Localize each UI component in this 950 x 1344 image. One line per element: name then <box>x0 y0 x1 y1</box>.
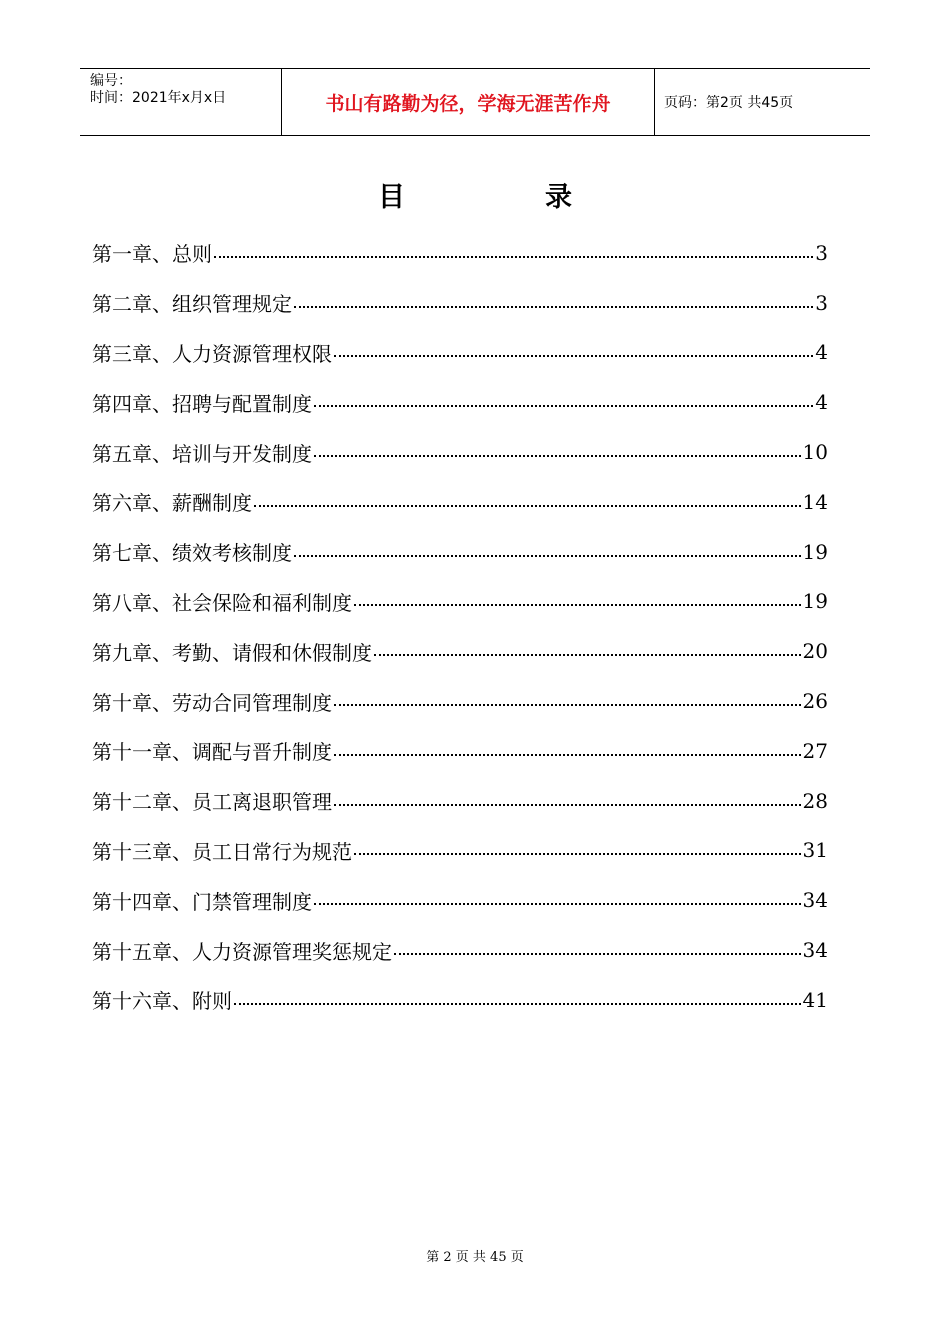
toc-item-page: 10 <box>802 440 828 465</box>
toc-item[interactable] <box>92 826 828 876</box>
toc-item[interactable] <box>92 726 828 776</box>
toc-leader-dots <box>234 1003 801 1005</box>
toc-item[interactable] <box>92 377 828 427</box>
toc-item-label: 第五章、培训与开发制度 <box>92 441 312 466</box>
toc-item-label: 第七章、绩效考核制度 <box>92 541 292 566</box>
toc-item-label: 第三章、人力资源管理权限 <box>92 341 332 366</box>
toc-item[interactable] <box>92 328 828 378</box>
toc-item[interactable] <box>92 427 828 477</box>
toc-leader-dots <box>314 405 813 407</box>
toc-item-page: 27 <box>802 738 828 763</box>
toc-item[interactable] <box>92 875 828 925</box>
toc-item-label: 第九章、考勤、请假和休假制度 <box>92 640 372 665</box>
toc-item-label: 第十五章、人力资源管理奖惩规定 <box>92 939 392 964</box>
toc-leader-dots <box>354 604 801 606</box>
toc-item-page: 34 <box>802 938 828 963</box>
toc-item-page: 14 <box>802 489 828 514</box>
toc-item[interactable] <box>92 626 828 676</box>
header-page-info: 页码：第2页 共45页 <box>664 95 794 111</box>
toc-item[interactable] <box>92 676 828 726</box>
page-header <box>80 68 870 136</box>
toc-leader-dots <box>314 455 801 457</box>
toc-leader-dots <box>394 953 801 955</box>
header-motto: 书山有路勤为径，学海无涯苦作舟 <box>282 69 655 135</box>
document-number-label: 编号： <box>90 73 132 89</box>
toc-item-page: 3 <box>815 290 828 315</box>
toc-item-page: 34 <box>802 888 828 913</box>
toc-item[interactable] <box>92 776 828 826</box>
toc-item-label: 第十六章、附则 <box>92 989 232 1014</box>
toc-leader-dots <box>334 355 813 357</box>
toc-leader-dots <box>214 256 813 258</box>
toc-item[interactable] <box>92 278 828 328</box>
toc-item-label: 第十章、劳动合同管理制度 <box>92 690 332 715</box>
toc-leader-dots <box>354 853 801 855</box>
toc-leader-dots <box>374 654 801 656</box>
toc-leader-dots <box>334 804 801 806</box>
toc-item[interactable] <box>92 975 828 1025</box>
toc-item-label: 第六章、薪酬制度 <box>92 491 252 516</box>
toc-item-label: 第十三章、员工日常行为规范 <box>92 839 352 864</box>
table-of-contents <box>92 228 828 1025</box>
toc-leader-dots <box>254 505 801 507</box>
toc-item-page: 26 <box>802 689 828 714</box>
toc-item-label: 第四章、招聘与配置制度 <box>92 391 312 416</box>
toc-leader-dots <box>314 903 801 905</box>
toc-leader-dots <box>334 754 801 756</box>
toc-item-page: 20 <box>802 639 828 664</box>
toc-item[interactable] <box>92 577 828 627</box>
header-meta <box>80 69 282 135</box>
toc-item-page: 4 <box>815 340 828 365</box>
toc-item-page: 4 <box>815 390 828 415</box>
toc-item-page: 3 <box>815 240 828 265</box>
toc-item-page: 28 <box>802 788 828 813</box>
toc-item-label: 第十一章、调配与晋升制度 <box>92 740 332 765</box>
toc-item[interactable] <box>92 925 828 975</box>
toc-item-label: 第二章、组织管理规定 <box>92 292 292 317</box>
toc-item-page: 41 <box>802 987 828 1012</box>
toc-item-label: 第十二章、员工离退职管理 <box>92 790 332 815</box>
toc-item-label: 第八章、社会保险和福利制度 <box>92 590 352 615</box>
toc-leader-dots <box>294 555 801 557</box>
toc-leader-dots <box>294 306 813 308</box>
page-footer: 第 2 页 共 45 页 <box>426 1250 524 1265</box>
toc-item-label: 第十四章、门禁管理制度 <box>92 889 312 914</box>
toc-title: 目录 <box>378 182 712 213</box>
toc-leader-dots <box>334 704 801 706</box>
toc-item-page: 31 <box>802 838 828 863</box>
toc-item-label: 第一章、总则 <box>92 242 212 267</box>
toc-item[interactable] <box>92 527 828 577</box>
toc-item-page: 19 <box>802 589 828 614</box>
document-time-label: 时间：2021年x月x日 <box>90 90 227 106</box>
toc-item-page: 19 <box>802 539 828 564</box>
toc-item[interactable] <box>92 477 828 527</box>
toc-item[interactable] <box>92 228 828 278</box>
